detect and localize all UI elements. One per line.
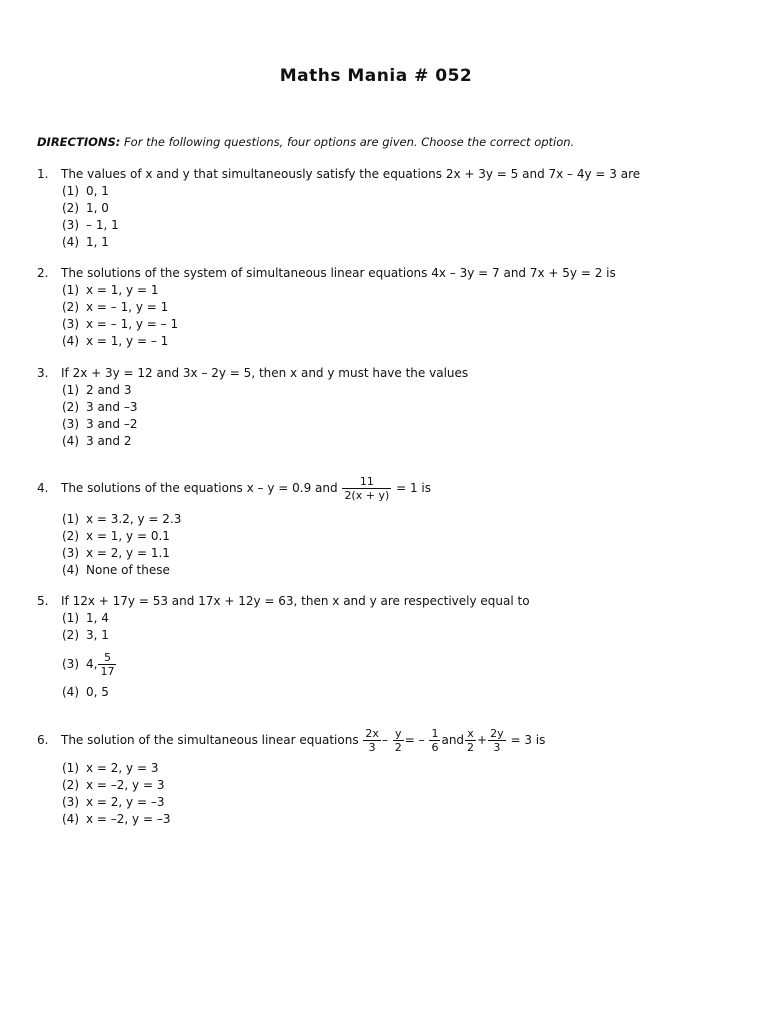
option-4: (4) 1, 1 <box>62 235 109 249</box>
option-1: (1) x = 3.2, y = 2.3 <box>62 512 182 526</box>
question-6: 6. The solution of the simultaneous linear equations $\frac{2x}{3}$ – $\frac{y}{2}$ = – $\frac{1}{6}$ and $\frac{x}{2}$ + $\frac{2y}{3}$ = 3 is (1) x = 2, y = 3 (2) x = –2, y = 3 (3) x = 2, y = –3 (4) x = –2, y = –3 <box>37 720 737 828</box>
option-1: (1) x = 2, y = 3 <box>62 761 159 775</box>
question-text: If 2x + 3y = 12 and 3x – 2y = 5, then x and y must have the values <box>61 366 469 380</box>
question-text-end: = 3 is <box>510 733 546 747</box>
question-text: The solutions of the equations x – y = 0.9 and <box>61 481 338 495</box>
option-3: (3) 4, $\frac{5}{17}$ <box>62 651 115 678</box>
page-title: Maths Mania # 052 <box>279 66 473 86</box>
directions-label: DIRECTIONS: <box>37 135 121 149</box>
option-4: (4) 3 and 2 <box>62 434 132 448</box>
option-3: (3) x = – 1, y = – 1 <box>62 317 179 331</box>
option-4: (4) None of these <box>62 563 170 577</box>
question-text: The solution of the simultaneous linear equations <box>61 733 359 747</box>
question-text: The values of x and y that simultaneously satisfy the equations 2x + 3y = 5 and 7x – 4y = 3 are <box>61 167 641 181</box>
option-4: (4) 0, 5 <box>62 685 109 699</box>
directions-text: For the following questions, four options are given. Choose the correct option. <box>124 135 575 149</box>
option-3: (3) x = 2, y = –3 <box>62 795 165 809</box>
option-3: (3) 3 and –2 <box>62 417 138 431</box>
question-5 <box>37 593 737 701</box>
question-number: 5. <box>37 594 49 608</box>
option-2: (2) 3, 1 <box>62 628 109 642</box>
option-2: (2) x = –2, y = 3 <box>62 778 165 792</box>
question-text: If 12x + 17y = 53 and 17x + 12y = 63, then x and y are respectively equal to <box>61 594 530 608</box>
question-number: 1. <box>37 167 49 181</box>
question-number: 6. <box>37 733 49 747</box>
fraction: $\frac{2x}{3}$ <box>365 727 379 754</box>
fraction: $\frac{x}{2}$ <box>467 727 475 754</box>
question-number: 4. <box>37 481 49 495</box>
fraction: $\frac{5}{17}$ <box>100 651 115 678</box>
directions <box>37 135 574 149</box>
question-text-end: = 1 is <box>396 481 431 495</box>
question-4 <box>37 468 737 579</box>
option-1: (1) 2 and 3 <box>62 383 132 397</box>
option-3: (3) – 1, 1 <box>62 218 119 232</box>
question-number: 2. <box>37 266 49 280</box>
option-4: (4) x = –2, y = –3 <box>62 812 171 826</box>
question-2 <box>37 265 737 350</box>
option-1: (1) 0, 1 <box>62 184 109 198</box>
option-1: (1) 1, 4 <box>62 611 109 625</box>
fraction: $\frac{11}{2(x + y)}$ <box>344 475 390 502</box>
option-4: (4) x = 1, y = – 1 <box>62 334 169 348</box>
fraction: $\frac{2y}{3}$ <box>490 727 504 754</box>
option-2: (2) 3 and –3 <box>62 400 138 414</box>
question-3 <box>37 365 737 450</box>
option-2: (2) x = – 1, y = 1 <box>62 300 169 314</box>
option-1: (1) x = 1, y = 1 <box>62 283 159 297</box>
fraction: $\frac{1}{6}$ <box>431 727 439 754</box>
fraction: $\frac{y}{2}$ <box>394 727 402 754</box>
question-1 <box>37 166 737 251</box>
question-number: 3. <box>37 366 49 380</box>
option-2: (2) x = 1, y = 0.1 <box>62 529 170 543</box>
option-2: (2) 1, 0 <box>62 201 109 215</box>
option-3: (3) x = 2, y = 1.1 <box>62 546 170 560</box>
question-text: The solutions of the system of simultaneous linear equations 4x – 3y = 7 and 7x + 5y = 2 is <box>61 266 616 280</box>
